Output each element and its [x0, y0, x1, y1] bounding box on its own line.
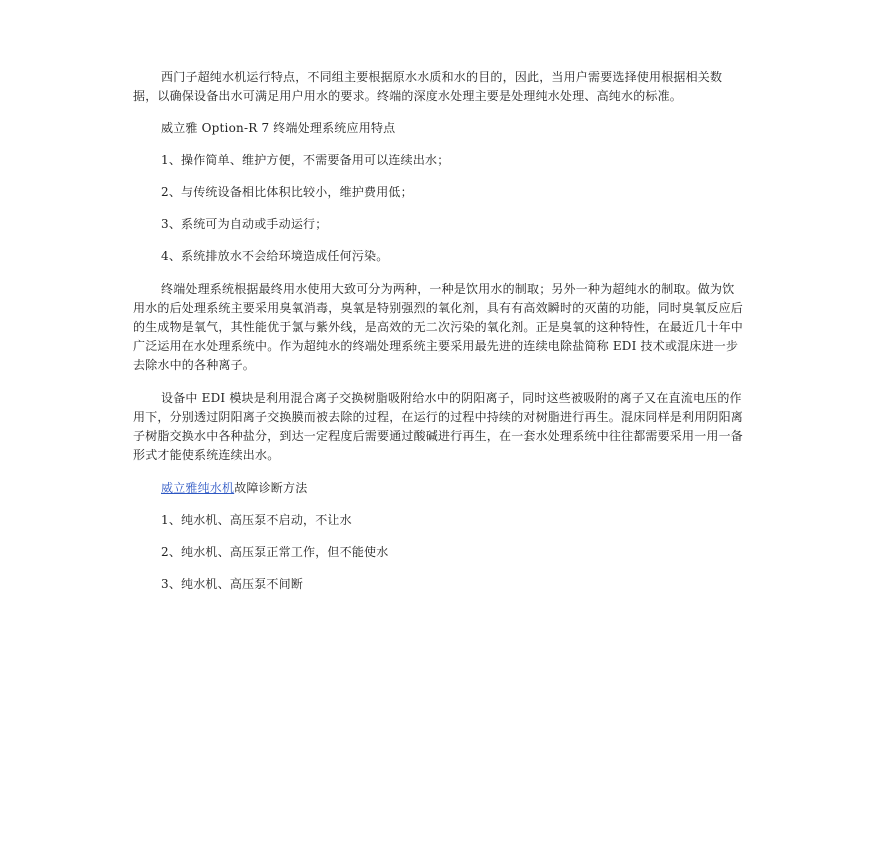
fault-section-heading — [133, 479, 743, 498]
fault-heading-suffix: 故障诊断方法 — [234, 481, 308, 495]
document-content — [133, 68, 743, 594]
fault-item-3: 3、纯水机、高压泵不间断 — [161, 577, 304, 591]
feature-item-3: 3、系统可为自动或手动运行； — [161, 217, 328, 231]
fault-item-1: 1、纯水机、高压泵不启动，不让水 — [161, 513, 352, 527]
feature-item-4: 4、系统排放水不会给环境造成任何污染。 — [161, 249, 389, 263]
water-purifier-link[interactable]: 威立雅纯水机 — [161, 481, 235, 495]
paragraph-terminal-treatment: 终端处理系统根据最终用水使用大致可分为两种，一种是饮用水的制取；另外一种为超纯水的制取。做为饮用水的后处理系统主要采用臭氧消毒，臭氧是特别强烈的氧化剂，具有有高效瞬时的灭菌的功能，同时臭氧反应后的生成物是氧气，其性能优于氯与紫外线，是高效的无二次污染的氧化剂。正是臭氧的这种特性，在最近几十年中广泛运用在水处理系统中。作为超纯水的终端处理系统主要采用最先进的连续电除盐简称 EDI 技术或混床进一步去除水中的各种离子。 — [133, 282, 744, 372]
paragraph-edi-module: 设备中 EDI 模块是利用混合离子交换树脂吸附给水中的阴阳离子，同时这些被吸附的离子又在直流电压的作用下，分别透过阴阳离子交换膜而被去除的过程，在运行的过程中持续的对树脂进行再生。混床同样是利用阴阳离子树脂交换水中各种盐分，到达一定程度后需要通过酸碱进行再生，在一套水处理系统中往往都需要采用一用一备形式才能使系统连续出水。 — [133, 391, 744, 462]
feature-heading: 威立雅 Option-R 7 终端处理系统应用特点 — [161, 121, 396, 135]
feature-item-2: 2、与传统设备相比体积比较小，维护费用低； — [161, 185, 413, 199]
paragraph-intro: 西门子超纯水机运行特点，不同组主要根据原水水质和水的目的，因此，当用户需要选择使用根据相关数据，以确保设备出水可满足用户用水的要求。终端的深度水处理主要是处理纯水处理、高纯水的标准。 — [133, 70, 723, 103]
fault-item-2: 2、纯水机、高压泵正常工作，但不能使水 — [161, 545, 389, 559]
feature-item-1: 1、操作简单、维护方便，不需要备用可以连续出水； — [161, 153, 450, 167]
